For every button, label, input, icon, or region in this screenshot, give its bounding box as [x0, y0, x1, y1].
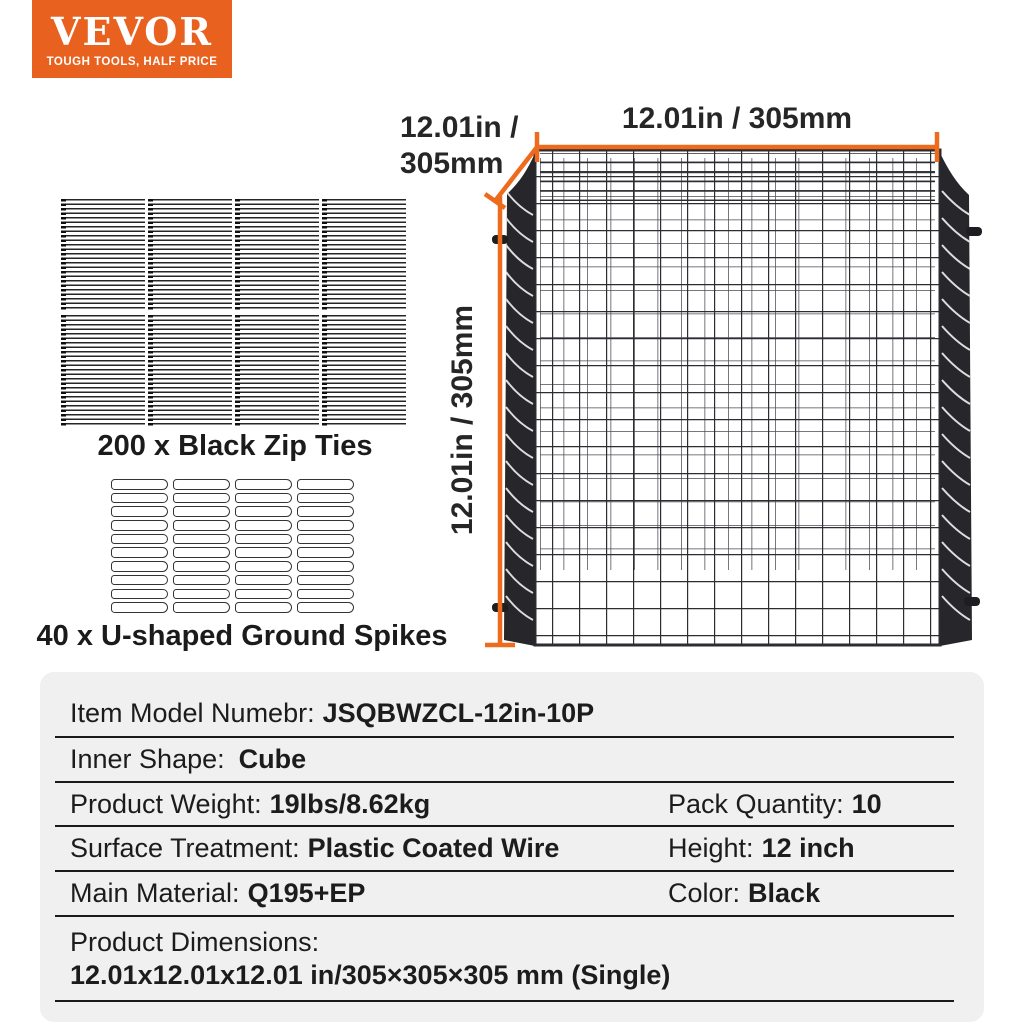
zip-ties-label: 200 x Black Zip Ties [97, 430, 373, 462]
zip-tie-bundle [61, 315, 145, 427]
dim-top-width-label: 12.01in / 305mm [621, 102, 853, 135]
spec-weight [55, 788, 653, 821]
spec-dimensions-value: 12.01x12.01x12.01 in/305×305×305 mm (Single) [70, 959, 671, 990]
spec-dimensions-label: Product Dimensions: [70, 926, 320, 957]
cube-left-panel [504, 153, 535, 646]
dim-height-label: 12.01in / 305mm [446, 304, 479, 536]
spec-color-value: Black [748, 878, 821, 908]
spec-height-value: 12 inch [761, 833, 855, 863]
spec-surface-value: Plastic Coated Wire [307, 833, 560, 863]
spec-row-shape [55, 738, 954, 783]
cube-right-panel [940, 153, 972, 646]
cube-top-band [540, 153, 935, 201]
ground-spikes-label: 40 x U-shaped Ground Spikes [36, 620, 448, 652]
spec-row-model [55, 676, 954, 738]
ground-spike [297, 602, 354, 613]
spec-model-label: Item Model Numebr: [70, 697, 315, 728]
zip-tie-bundle [235, 315, 319, 427]
spec-row-material-color [55, 872, 954, 917]
ground-spike [235, 506, 292, 517]
ground-spike [297, 493, 354, 504]
ground-spike [235, 493, 292, 504]
zip-tie-bundle [148, 199, 232, 311]
spec-weight-value: 19lbs/8.62kg [269, 788, 431, 819]
ground-spike [173, 589, 230, 600]
ground-spike [173, 602, 230, 613]
ground-spike [173, 534, 230, 545]
wire-cube-diagram [390, 95, 1010, 675]
spec-shape-value: Cube [238, 744, 307, 774]
ground-spike [111, 493, 168, 504]
ground-spike [173, 520, 230, 531]
spec-row-weight-qty [55, 783, 954, 827]
zip-tie-bundle [61, 199, 145, 311]
spec-model [55, 697, 594, 730]
spec-surface-label: Surface Treatment: [70, 833, 300, 863]
spec-surface [55, 832, 653, 865]
ground-spike [297, 506, 354, 517]
ground-spike [111, 520, 168, 531]
spec-material-value: Q195+EP [247, 878, 366, 908]
spec-pack-quantity-label: Pack Quantity: [668, 788, 844, 819]
spec-color-label: Color: [668, 878, 741, 908]
cube-front-grid [535, 150, 940, 645]
ground-spike [297, 520, 354, 531]
ground-spike [111, 602, 168, 613]
brand-name: VEVOR [51, 8, 213, 54]
ground-spike [235, 479, 292, 490]
ground-spike [111, 479, 168, 490]
ground-spike [173, 493, 230, 504]
spec-panel [40, 672, 984, 1022]
ground-spike [111, 575, 168, 586]
zip-tie-bundle [235, 199, 319, 311]
ground-spike [297, 547, 354, 558]
spec-shape-label: Inner Shape: [70, 744, 225, 774]
ground-spike [297, 575, 354, 586]
ground-spike [235, 547, 292, 558]
ground-spike [173, 479, 230, 490]
ground-spike [111, 506, 168, 517]
ground-spike [173, 561, 230, 572]
spec-weight-label: Product Weight: [70, 788, 262, 819]
zip-tie-bundle [148, 315, 232, 427]
ground-spike [173, 547, 230, 558]
ground-spike [235, 561, 292, 572]
ground-spike [235, 575, 292, 586]
spec-color [653, 877, 820, 910]
vevor-logo [32, 0, 232, 78]
spec-row-surface-height [55, 827, 954, 872]
ground-spike [235, 602, 292, 613]
spec-shape [55, 743, 306, 776]
ground-spike [173, 575, 230, 586]
spec-model-value: JSQBWZCL-12in-10P [322, 697, 595, 728]
spec-pack-quantity-value: 10 [851, 788, 882, 819]
ground-spike [297, 561, 354, 572]
ground-spike [235, 520, 292, 531]
ground-spike [111, 561, 168, 572]
ground-spikes-illustration [111, 479, 359, 616]
brand-tagline: TOUGH TOOLS, HALF PRICE [46, 55, 218, 68]
ground-spike [111, 534, 168, 545]
spec-height-label: Height: [668, 833, 754, 863]
ground-spike [297, 589, 354, 600]
spec-pack-quantity [653, 788, 882, 821]
ground-spike [297, 479, 354, 490]
spec-material [55, 877, 653, 910]
dim-depth-label-line2: 305mm [400, 147, 504, 180]
ground-spike [111, 547, 168, 558]
wire-cube-svg [390, 95, 1010, 675]
spec-row-dimensions [55, 917, 954, 1002]
ground-spike [173, 506, 230, 517]
zip-ties-illustration [61, 199, 406, 427]
dim-depth-label-line1: 12.01in / [400, 111, 519, 144]
ground-spike [235, 534, 292, 545]
spec-material-label: Main Material: [70, 878, 240, 908]
ground-spike [235, 589, 292, 600]
spec-height [653, 832, 855, 865]
ground-spike [111, 589, 168, 600]
ground-spike [297, 534, 354, 545]
